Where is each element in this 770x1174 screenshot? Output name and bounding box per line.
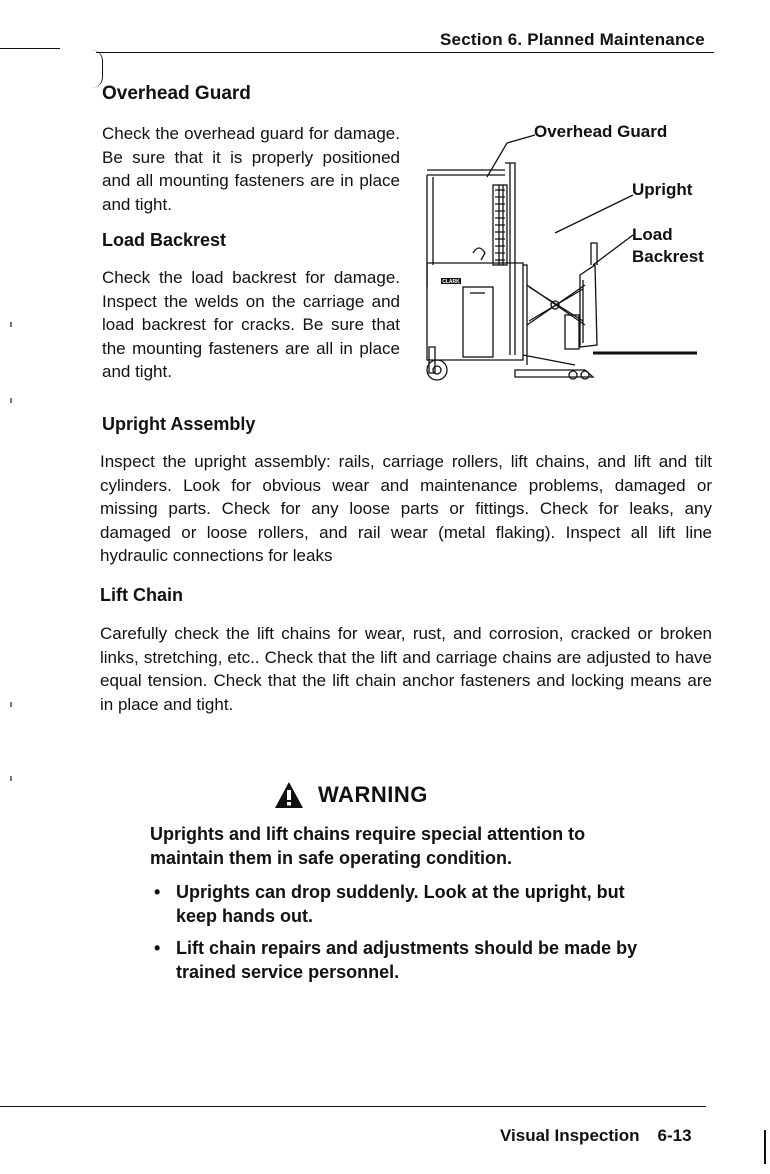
overhead-guard-body: Check the overhead guard for damage. Be sure that it is properly positioned and all mounting fasteners are in place and tight.: [102, 124, 400, 214]
warning-triangle-icon: [274, 780, 304, 810]
warning-bullet: • Lift chain repairs and adjustments should be made by trained service personnel.: [154, 938, 638, 982]
callout-overhead-guard: Overhead Guard: [534, 122, 668, 141]
header-rule-left: [0, 48, 60, 49]
footer: [500, 1126, 692, 1146]
upright-assembly-heading: Upright Assembly: [102, 414, 256, 434]
margin-mark: [10, 702, 12, 707]
warning-title-row: [274, 780, 650, 810]
lift-chain-body: Carefully check the lift chains for wear, rust, and corrosion, cracked or broken links, stretching, etc.. Check that the lift and carriage chains are adjusted to have equal tension. Check that the lift chain anchor fasteners and locking means are in place and tight.: [100, 624, 712, 714]
overhead-guard-heading: Overhead Guard: [102, 83, 251, 104]
warning-list: [150, 880, 650, 984]
margin-mark: [10, 398, 12, 403]
lift-chain-heading: Lift Chain: [100, 585, 183, 605]
footer-label: Visual Inspection: [500, 1126, 640, 1145]
callout-load: Load: [632, 225, 673, 244]
warning-bullet-text: Uprights can drop suddenly. Look at the upright, but keep hands out.: [176, 882, 625, 926]
load-backrest-body: Check the load backrest for damage. Inspect the welds on the carriage and load backrest for cracks. Be sure that the mounting fasteners are all in place and tight.: [102, 268, 400, 381]
warning-bullet-text: Lift chain repairs and adjustments should be made by trained service personnel.: [176, 938, 638, 982]
footer-rule: [0, 1106, 706, 1107]
load-backrest-heading: Load Backrest: [102, 230, 227, 250]
brand-text: CLARK: [442, 279, 460, 285]
callout-backrest: Backrest: [632, 247, 704, 266]
page-number: 6-13: [657, 1126, 692, 1145]
corner-mark: [764, 1130, 766, 1164]
warning-lead: Uprights and lift chains require special attention to maintain them in safe operating condition.: [150, 824, 586, 868]
margin-mark: [10, 776, 12, 781]
callout-upright: Upright: [632, 180, 693, 199]
margin-mark: [10, 322, 12, 327]
section-title: Section 6. Planned Maintenance: [440, 30, 705, 49]
warning-box: [150, 780, 650, 992]
warning-bullet: • Uprights can drop suddenly. Look at the upright, but keep hands out.: [154, 882, 625, 926]
upright-assembly-body: Inspect the upright assembly: rails, carriage rollers, lift chains, and lift and tilt cylinders. Look for obvious wear and maintenance problems, damaged or missing parts. Check for any loose parts or fittings. Check for leaks, any damaged or loose rollers, and rail wear (metal flaking). Inspect all lift line hydraulic connections for leaks: [100, 452, 712, 565]
warning-title: WARNING: [318, 782, 428, 807]
header-rule: [96, 52, 714, 53]
